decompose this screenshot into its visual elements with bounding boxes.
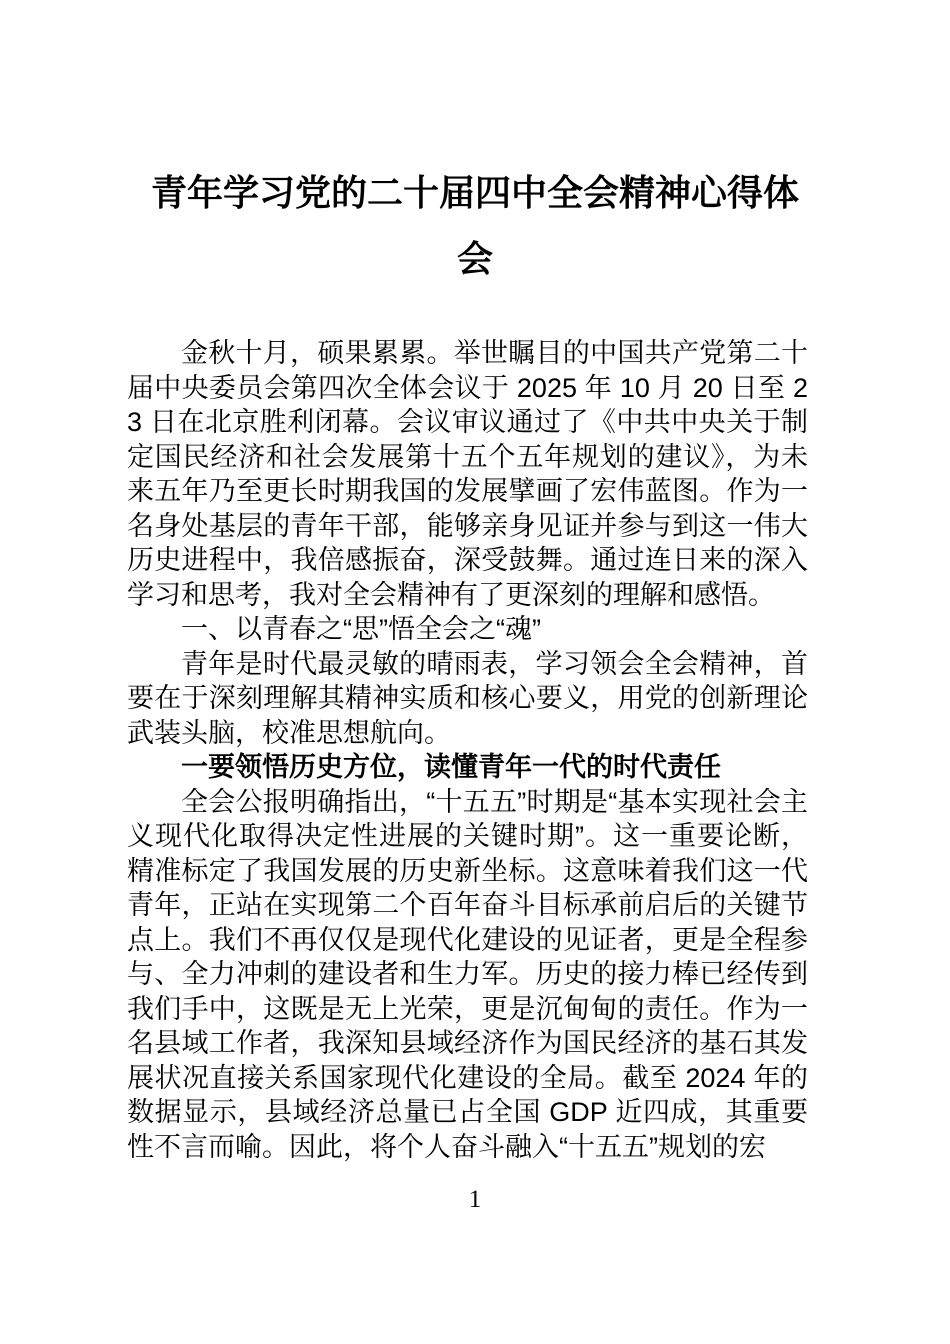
section-heading-1: 一、以青春之“思”悟全会之“魂” xyxy=(181,614,541,644)
paragraph-section-1: 青年是时代最灵敏的晴雨表，学习领会全会精神，首要在于深刻理解其精神实质和核心要义，用党的创新理论武装头脑，校准思想航向。 xyxy=(127,648,808,748)
paragraph-subsection-1: 全会公报明确指出，“十五五”时期是“基本实现社会主义现代化取得决定性进展的关键时期”。这一重要论断，精准标定了我国发展的历史新坐标。这意味着我们这一代青年，正站在实现第二个百年奋斗目标承前启后的关键节点上。我们不再仅仅是现代化建设的见证者，更是全程参与、全力冲刺的建设者和生力军。历史的接力棒已经传到我们手中，这既是无上光荣，更是沉甸甸的责任。作为一名县域工作者，我深知县域经济作为国民经济的基石其发展状况直接关系国家现代化建设的全局。截至 2024 年的数据显示，县域经济总量已占全国 GDP 近四成，其重要性不言而喻。因此，将个人奋斗融入“十五五”规划的宏 xyxy=(127,786,808,1162)
document-title: 青年学习党的二十届四中全会精神心得体会 xyxy=(150,172,799,279)
subheading-bold-1: 一要领悟历史方位，读懂青年一代的时代责任 xyxy=(181,752,721,782)
paragraph-intro: 金秋十月，硕果累累。举世瞩目的中国共产党第二十届中央委员会第四次全体会议于 2025 年 10 月 20 日至 23 日在北京胜利闭幕。会议审议通过了《中共中央关于制定国民经济和社会发展第十五个五年规划的建议》，为未来五年乃至更长时期我国的发展擘画了宏伟蓝图。作为一名身处基层的青年干部，能够亲身见证并参与到这一伟大历史进程中，我倍感振奋，深受鼓舞。通过连日来的深入学习和思考，我对全会精神有了更深刻的理解和感悟。 xyxy=(127,338,808,610)
page-number: 1 xyxy=(468,1186,482,1213)
document-body xyxy=(127,336,808,1164)
